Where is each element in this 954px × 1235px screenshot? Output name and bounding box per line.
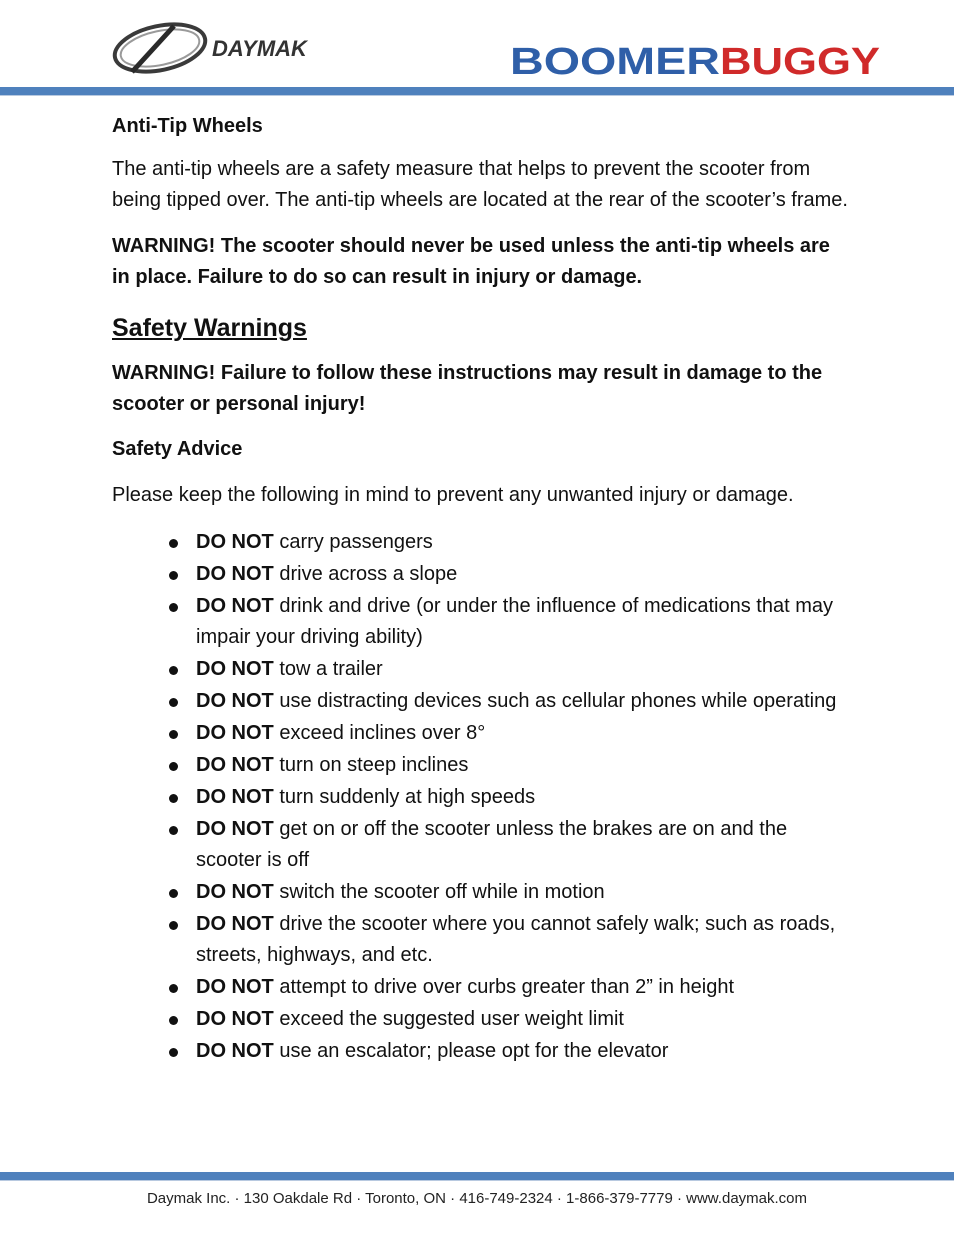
list-item: DO NOT turn on steep inclines — [112, 750, 852, 781]
section-warning: WARNING! Failure to follow these instructions may result in damage to the scooter or personal injury! — [112, 362, 823, 415]
bullet-icon — [169, 921, 178, 930]
bullet-icon — [169, 730, 178, 739]
list-item: DO NOT attempt to drive over curbs greater than 2” in height — [112, 972, 852, 1003]
anti-tip-heading: Anti-Tip Wheels — [112, 115, 263, 137]
bullet-icon — [169, 539, 178, 548]
list-item: DO NOT use an escalator; please opt for the elevator — [112, 1036, 852, 1067]
anti-tip-paragraph: The anti-tip wheels are a safety measure that helps to prevent the scooter from being tipped over. The anti-tip wheels are located at the rear of the scooter’s frame. — [112, 158, 848, 211]
bullet-icon — [169, 762, 178, 771]
bullet-icon — [169, 984, 178, 993]
page-footer: Daymak Inc. · 130 Oakdale Rd · Toronto, ON · 416-749-2324 · 1-866-379-7779 · www.daymak.com — [146, 1190, 808, 1207]
advice-intro: Please keep the following in mind to prevent any unwanted injury or damage. — [112, 484, 794, 507]
list-item: DO NOT get on or off the scooter unless the brakes are on and the scooter is off — [112, 814, 852, 876]
advice-heading: Safety Advice — [112, 437, 243, 460]
list-item: DO NOT drive across a slope — [112, 559, 852, 590]
list-item: DO NOT switch the scooter off while in motion — [112, 877, 852, 908]
bullet-icon — [169, 603, 178, 612]
document-body — [112, 108, 852, 1068]
bullet-icon — [169, 1016, 178, 1025]
section-title: Safety Warnings — [112, 314, 307, 343]
bullet-icon — [169, 826, 178, 835]
bullet-icon — [169, 571, 178, 580]
list-item: DO NOT drive the scooter where you cannot safely walk; such as roads, streets, highways, and etc. — [112, 909, 852, 971]
list-item: DO NOT use distracting devices such as cellular phones while operating — [112, 686, 852, 717]
list-item: DO NOT exceed inclines over 8° — [112, 718, 852, 749]
bullet-icon — [169, 1048, 178, 1057]
safety-list — [112, 527, 852, 1068]
boomer-logo-text: BOOMER — [510, 41, 720, 82]
bullet-icon — [169, 889, 178, 898]
list-item: DO NOT exceed the suggested user weight limit — [112, 1004, 852, 1035]
list-item: DO NOT turn suddenly at high speeds — [112, 782, 852, 813]
bullet-icon — [169, 698, 178, 707]
bullet-icon — [169, 666, 178, 675]
boomerbuggy-logo — [508, 38, 888, 82]
daymak-logo-text: DAYMAK — [212, 36, 307, 61]
daymak-logo — [112, 18, 337, 80]
anti-tip-warning: WARNING! The scooter should never be used unless the anti-tip wheels are in place. Failure to do so can result in injury or damage. — [112, 235, 830, 288]
bullet-icon — [169, 794, 178, 803]
page-header — [0, 0, 954, 98]
footer-rule — [0, 1172, 954, 1181]
list-item: DO NOT drink and drive (or under the influence of medications that may impair your driving ability) — [112, 591, 852, 653]
buggy-logo-text: BUGGY — [720, 41, 880, 82]
header-rule — [0, 87, 954, 96]
list-item: DO NOT carry passengers — [112, 527, 852, 558]
list-item: DO NOT tow a trailer — [112, 654, 852, 685]
